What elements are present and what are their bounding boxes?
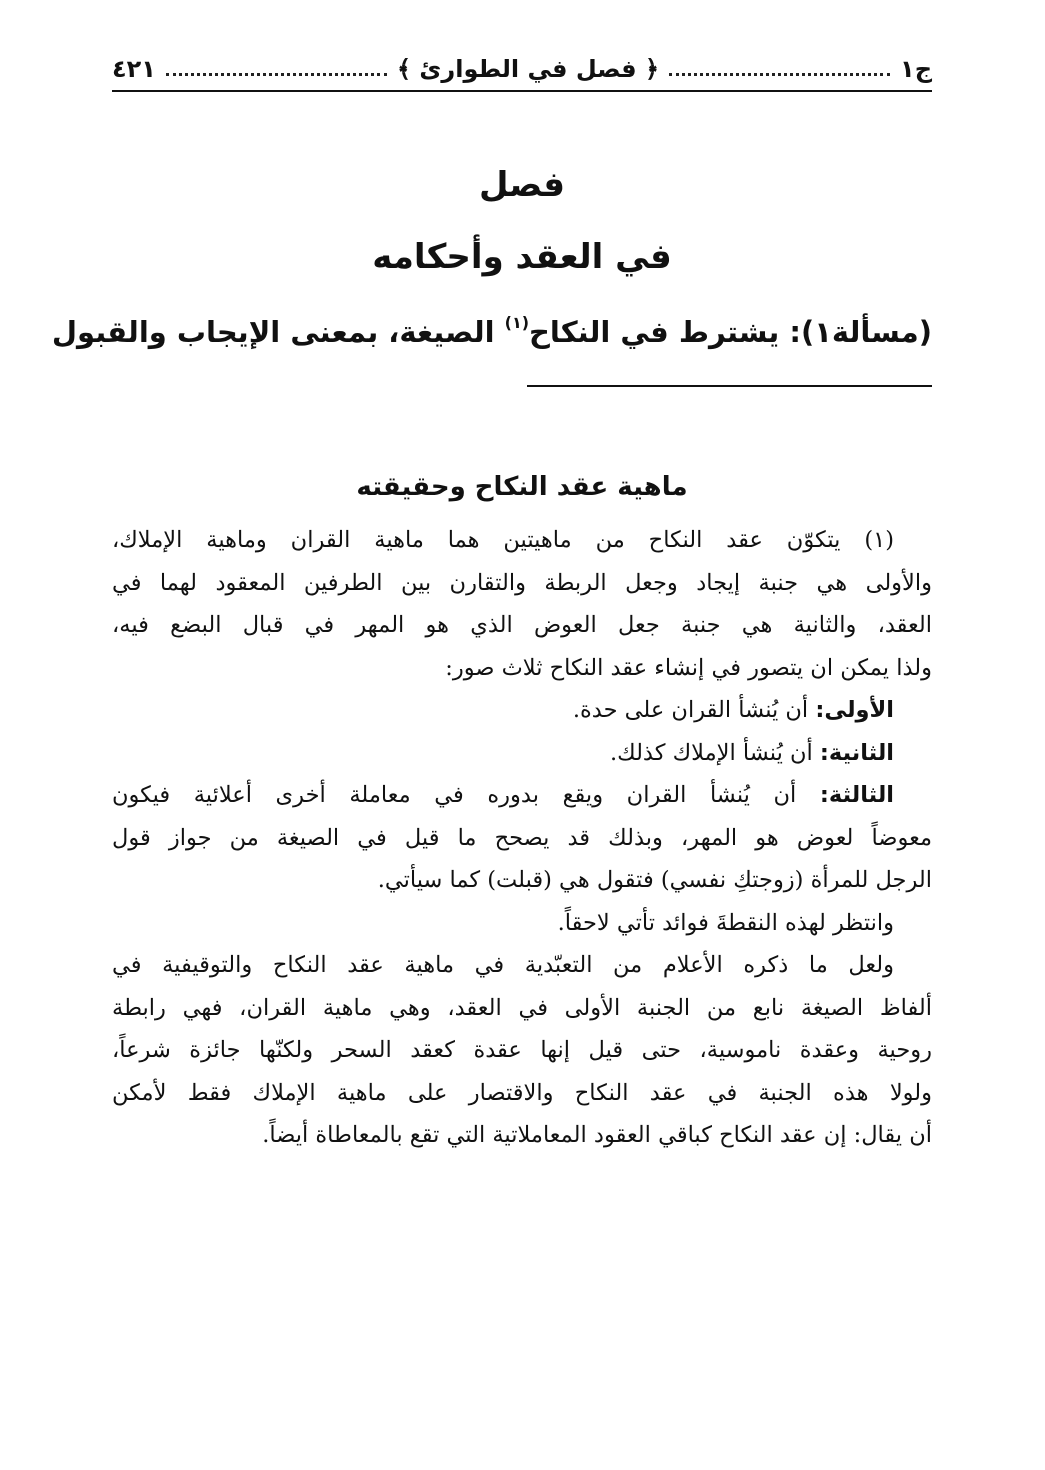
text-line [112, 774, 932, 817]
paragraph-1 [112, 519, 932, 689]
text-line: ولعل ما ذكره الأعلام من التعبّدية في ماهية عقد النكاح والتوقيفية في [112, 952, 894, 978]
issue-statement-start: (مسألة١): يشترط في النكاح [529, 315, 932, 349]
text-line [112, 689, 932, 732]
text-line: والأولى هي جنبة إيجاد وجعل الربطة والتقارن بين الطرفين المعقود لهما في [112, 569, 932, 596]
issue-statement-end: الصيغة، بمعنى الإيجاب والقبول [51, 315, 505, 349]
text-line: ولذا يمكن ان يتصور في إنشاء عقد النكاح ثلاث صور: [445, 654, 932, 681]
issue-statement [51, 300, 932, 355]
text-line: ألفاظ الصيغة نابع من الجنبة الأولى في العقد، وهي ماهية القران، فهي رابطة [112, 994, 932, 1021]
footnote-separator [527, 385, 932, 387]
text-line: ولولا هذه الجنبة في عقد النكاح والاقتصار على ماهية الإملاك فقط لأمكن [112, 1079, 932, 1106]
book-page [51, 40, 932, 1440]
item-third [112, 774, 932, 902]
footnote-body [112, 519, 932, 1157]
text-line: معوضاً لعوض هو المهر، وبذلك قد يصحح ما قيل في الصيغة من جواز قول [112, 824, 932, 851]
item-first [112, 689, 932, 732]
item-second [112, 732, 932, 775]
item-first-label: الأولى: [815, 697, 894, 723]
running-header [112, 40, 932, 92]
text-line: الرجل للمرأة (زوجتكِ نفسي) فتقول هي (قبلت) كما سيأتي. [377, 867, 932, 893]
note-paragraph [112, 902, 932, 945]
chapter-subheading: في العقد وأحكامه [372, 237, 672, 277]
header-dot-leader-right [669, 73, 890, 76]
text-line [112, 732, 932, 775]
running-title: ﴿ فصل في الطوارئ ﴾ [396, 55, 660, 83]
item-second-label: الثانية: [819, 739, 894, 766]
text-line: أن يقال: إن عقد النكاح كباقي العقود المعاملاتية التي تقع بالمعاطاة أيضاً. [262, 1122, 932, 1148]
text-line: العقد، والثانية هي جنبة جعل العوض الذي هو المهر في قبال البضع فيه، [112, 612, 932, 638]
section-title: ماهية عقد النكاح وحقيقته [356, 472, 688, 502]
item-third-text: أن يُنشأ القران ويقع بدوره في معاملة أخرى أعلائية فيكون [112, 782, 820, 808]
text-line: وانتظر لهذه النقطةَ فوائد تأتي لاحقاً. [557, 909, 894, 936]
text-line: روحية وعقدة ناموسية، حتى قيل إنها عقدة كعقد السحر ولكنّها جائزة شرعاً، [112, 1037, 932, 1063]
item-first-text: أن يُنشأ القران على حدة. [572, 697, 816, 723]
item-third-label: الثالثة: [819, 782, 894, 808]
text-line: (١) يتكوّن عقد النكاح من ماهيتين هما ماهية القران وماهية الإملاك، [112, 527, 894, 553]
header-dot-leader-left [166, 73, 387, 76]
paragraph-last [112, 944, 932, 1157]
page-number: ٤٢١ [112, 55, 156, 83]
footnote-reference[interactable]: (١) [504, 313, 530, 332]
volume-label: ج١ [900, 55, 932, 83]
item-second-text: أن يُنشأ الإملاك كذلك. [609, 739, 820, 766]
chapter-heading: فصل [478, 165, 566, 205]
